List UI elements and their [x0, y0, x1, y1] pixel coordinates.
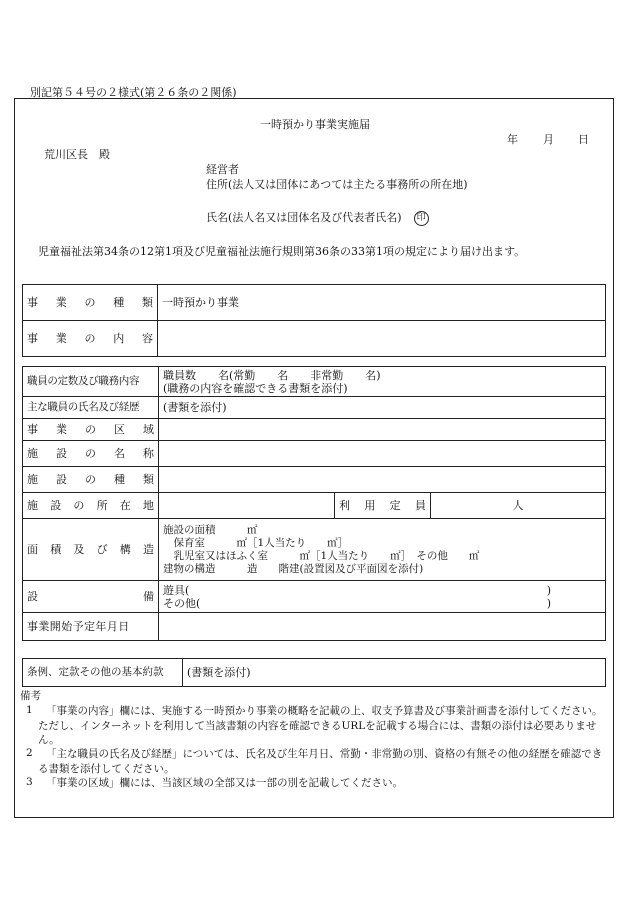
- structure-label-char: び: [96, 543, 108, 556]
- key-staff-value[interactable]: (書類を添付): [159, 397, 606, 419]
- note-1-text: 「事業の内容」欄には、実施する一時預かり事業の概略を記載の上、収支予算書及び事業計画書を添付してください。ただし、インターネットを利用して当該書類の内容を確認できるURLを記載する場合には、書類の添付は必要ありません。: [38, 705, 603, 746]
- capacity-label-char: 用: [364, 499, 376, 512]
- structure-label-char: 及: [73, 543, 85, 556]
- facility-type-label-char: 種: [114, 473, 125, 486]
- recipient: 荒川区長 殿: [44, 148, 110, 161]
- facility-address-label-char: 施: [27, 499, 38, 512]
- facility-address-value[interactable]: [159, 493, 335, 519]
- capacity-label-char: 員: [414, 499, 426, 512]
- business-content-label-char: 内: [113, 332, 125, 345]
- business-type-label-char: 類: [142, 296, 153, 309]
- business-area-label-char: 域: [143, 423, 154, 436]
- note-3-number: 3: [26, 776, 33, 788]
- note-1-number: 1: [26, 704, 33, 716]
- business-type-label-char: の: [84, 296, 96, 309]
- business-type-label-char: 事: [27, 296, 38, 309]
- date-year-label: 年: [507, 133, 518, 146]
- business-table: [22, 284, 606, 357]
- facility-type-label: [23, 467, 159, 493]
- structure-label-char: 造: [142, 543, 154, 556]
- address-label: 住所(法人又は団体にあつては主たる事務所の所在地): [206, 178, 468, 191]
- name-label-text: 氏名(法人名又は団体名及び代表者氏名): [206, 211, 402, 224]
- structure-line-2: 保育室 ㎡［1人当たり ㎡］: [163, 536, 349, 549]
- form-label: 別記第５４号の２様式(第２６条の２関係): [30, 86, 237, 99]
- business-area-label-char: 区: [114, 423, 125, 436]
- capacity-label-char: 利: [339, 499, 350, 512]
- facility-address-label-char: 設: [50, 499, 62, 512]
- staff-label: 職員の定数及び職務内容: [23, 367, 159, 397]
- facility-type-label-char: の: [85, 473, 96, 486]
- bylaws-value[interactable]: (書類を添付): [183, 659, 606, 687]
- structure-line-4: 建物の構造 造 階建(設置図及び平面図を添付): [163, 562, 424, 575]
- date-month-label: 月: [543, 133, 554, 146]
- form-title: 一時預かり事業実施届: [260, 118, 370, 131]
- note-3-text: 「事業の区域」欄には、当該区域の全部又は一部の別を記載してください。: [46, 777, 403, 789]
- equipment-label: [23, 581, 159, 613]
- start-date-value[interactable]: [159, 613, 606, 641]
- facility-name-label-char: 称: [143, 447, 154, 460]
- facility-table: [22, 366, 606, 641]
- structure-label-char: 構: [119, 543, 131, 556]
- submission-statement: 児童福祉法第34条の12第1項及び児童福祉法施行規則第36条の33第1項の規定により届け出ます。: [38, 245, 526, 258]
- facility-name-label: [23, 441, 159, 467]
- structure-label-char: 面: [27, 543, 38, 556]
- business-area-label-char: の: [85, 423, 96, 436]
- business-type-label-char: 種: [113, 296, 125, 309]
- equipment-label-char: 設: [27, 590, 38, 603]
- facility-type-label-char: 設: [56, 473, 67, 486]
- facility-type-label-char: 施: [27, 473, 38, 486]
- business-content-label-char: 容: [142, 332, 153, 345]
- business-type-label: [23, 285, 158, 321]
- equipment-value[interactable]: [159, 581, 606, 613]
- equipment-toys-close: ): [546, 583, 551, 597]
- equipment-label-char: 備: [143, 590, 154, 603]
- business-type-label-char: 業: [55, 296, 67, 309]
- facility-type-label-char: 類: [143, 473, 154, 486]
- structure-line-1: 施設の面積 ㎡: [163, 523, 258, 536]
- business-area-label-char: 事: [27, 423, 38, 436]
- facility-name-label-char: 名: [114, 447, 125, 460]
- facility-address-label-char: 所: [96, 499, 108, 512]
- capacity-label: [335, 493, 431, 519]
- business-content-value[interactable]: [158, 321, 606, 357]
- note-2-number: 2: [26, 747, 33, 759]
- business-area-value[interactable]: [159, 419, 606, 441]
- start-date-label: 事業開始予定年月日: [23, 613, 159, 641]
- applicant-label: 経営者: [206, 163, 239, 176]
- staff-value[interactable]: [159, 367, 606, 397]
- business-area-label-char: 業: [56, 423, 67, 436]
- facility-name-label-char: 施: [27, 447, 38, 460]
- capacity-label-char: 定: [389, 499, 401, 512]
- facility-address-label-char: の: [73, 499, 85, 512]
- staff-line-1: 職員数 名(常勤 名 非常勤 名): [163, 368, 381, 382]
- bylaws-label: 条例、定款その他の基本約款: [23, 659, 183, 687]
- structure-label-char: 積: [50, 543, 62, 556]
- equipment-other: その他(: [163, 596, 201, 610]
- business-content-label: [23, 321, 158, 357]
- business-area-label: [23, 419, 159, 441]
- facility-address-label-char: 地: [142, 499, 154, 512]
- business-content-label-char: 業: [55, 332, 67, 345]
- name-label: [206, 209, 429, 226]
- structure-line-3: 乳児室又はほふく室 ㎡［1人当たり ㎡］ その他 ㎡: [163, 549, 480, 562]
- business-content-label-char: 事: [27, 332, 38, 345]
- staff-line-2: (職務の内容を確認できる書類を添付): [163, 381, 348, 395]
- equipment-toys: 遊具(: [163, 583, 190, 597]
- facility-address-label-char: 在: [119, 499, 131, 512]
- equipment-other-close: ): [546, 596, 551, 610]
- bylaws-table: [22, 658, 606, 687]
- facility-name-label-char: 設: [56, 447, 67, 460]
- key-staff-label: 主な職員の氏名及び経歴: [23, 397, 159, 419]
- structure-label: [23, 519, 159, 581]
- business-type-value[interactable]: 一時預かり事業: [158, 285, 606, 321]
- facility-address-label: [23, 493, 159, 519]
- notes-heading: 備考: [20, 690, 41, 702]
- facility-name-value[interactable]: [159, 441, 606, 467]
- facility-type-value[interactable]: [159, 467, 606, 493]
- structure-value[interactable]: [159, 519, 606, 581]
- facility-name-label-char: の: [85, 447, 96, 460]
- note-2-text: 「主な職員の氏名及び経歴」については、氏名及び生年月日、常勤・非常勤の別、資格の有無その他の経歴を確認できる書類を添付してください。: [38, 748, 603, 775]
- date-day-label: 日: [578, 133, 589, 146]
- business-content-label-char: の: [84, 332, 96, 345]
- seal-mark: 印: [414, 211, 429, 226]
- capacity-value[interactable]: 人: [431, 493, 606, 519]
